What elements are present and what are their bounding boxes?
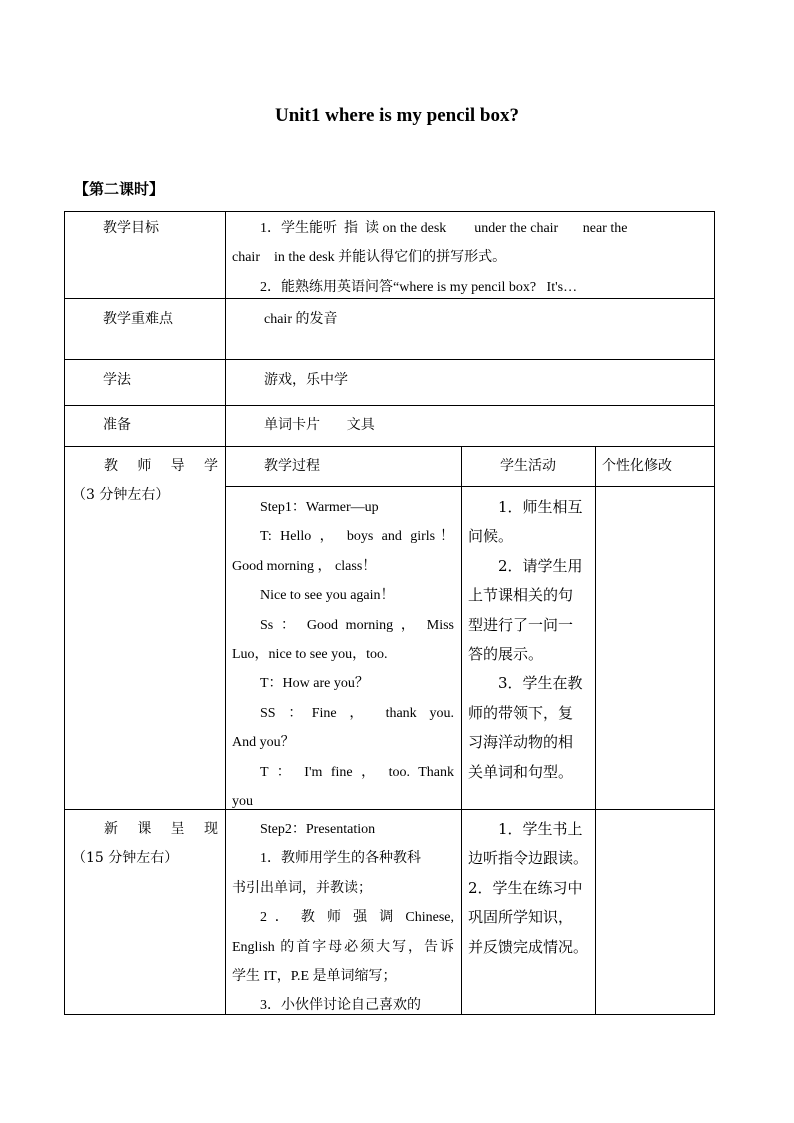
activity-line: 问候。 (468, 527, 514, 546)
process-line: Step1：Warmer—up (260, 500, 379, 515)
process-line: 学生 IT，P.E 是单词缩写； (232, 969, 397, 985)
process-line: 书引出单词，并教读； (232, 880, 372, 896)
process-line: SS ：Fine ， thank you. (260, 705, 454, 721)
teaching-goals (232, 214, 708, 302)
activity-line: 习海洋动物的相 (468, 733, 574, 752)
header-student-activity: 学生活动 (500, 458, 556, 474)
learning-method: 游戏，乐中学 (264, 372, 348, 388)
process-line: Nice to see you again！ (260, 588, 395, 604)
table-border-top (64, 211, 715, 212)
process-line: Good morning ， class！ (232, 558, 377, 574)
process-line: 1．教师用学生的各种教科 (260, 851, 421, 867)
preparation: 单词卡片 文具 (264, 417, 375, 433)
goal-line-3: 2．能熟练用英语问答“where is my pencil box? It's… (260, 279, 578, 295)
goal-line-2: chair in the desk 并能认得它们的拼写形式。 (232, 250, 507, 266)
label-teaching-goals: 教学目标 (103, 220, 159, 236)
presentation-process (232, 815, 454, 1021)
teacher-guide-title: 教 师 导 学 (104, 458, 218, 474)
activity-line: 型进行了一问一 (468, 615, 574, 634)
new-lesson-title: 新 课 呈 现 (104, 821, 218, 837)
label-key-difficulties: 教学重难点 (103, 311, 173, 327)
activity-line: 3．学生在教 (498, 674, 583, 693)
process-line: Step2：Presentation (260, 822, 376, 837)
process-line: English 的首字母必须大写，告诉 (232, 939, 454, 955)
header-personalized-edit: 个性化修改 (602, 458, 672, 474)
key-difficulties: chair 的发音 (264, 312, 338, 327)
section-heading: 【第二课时】 (74, 180, 165, 198)
table-row-divider (64, 405, 715, 406)
process-line: T：How are you？ (260, 676, 369, 692)
activity-line: 关单词和句型。 (468, 762, 574, 781)
process-line: Luo，nice to see you，too. (232, 647, 388, 663)
table-row-divider (64, 446, 715, 447)
table-col-divider (225, 211, 226, 1015)
warmup-activity (468, 493, 590, 787)
activity-line: 2．学生在练习中 (468, 878, 583, 897)
label-teacher-guide (72, 452, 218, 511)
process-line: 2 ． 教 师 强 调 Chinese, (260, 910, 454, 926)
process-line: 3．小伙伴讨论自己喜欢的 (260, 998, 421, 1014)
label-learning-method: 学法 (103, 372, 131, 388)
process-line: you (232, 794, 253, 810)
table-col-divider (595, 446, 596, 1015)
table-row-divider (225, 486, 715, 487)
presentation-activity (468, 815, 592, 962)
warmup-process (232, 493, 454, 816)
activity-line: 2．请学生用 (498, 556, 583, 575)
table-border-right (714, 211, 715, 1015)
table-col-divider (461, 446, 462, 1015)
process-line: Ss ： Good morning ， Miss (260, 617, 454, 633)
label-preparation: 准备 (103, 417, 131, 433)
activity-line: 答的展示。 (468, 645, 544, 664)
activity-line: 师的带领下，复 (468, 703, 574, 722)
process-line: T: Hello ， boys and girls！ (260, 529, 454, 545)
goal-line-1: 1．学生能听 指 读 on the desk under the chair near the (260, 221, 628, 236)
activity-line: 并反馈完成情况。 (468, 937, 589, 956)
activity-line: 巩固所学知识， (468, 908, 574, 927)
header-teaching-process: 教学过程 (264, 458, 320, 474)
table-border-left (64, 211, 65, 1015)
label-new-lesson (72, 815, 218, 874)
teacher-guide-duration: （3 分钟左右） (72, 487, 170, 504)
activity-line: 上节课相关的句 (468, 586, 574, 605)
activity-line: 1．师生相互 (498, 498, 583, 516)
activity-line: 1．学生书上 (498, 820, 583, 838)
new-lesson-duration: （15 分钟左右） (72, 850, 179, 867)
process-line: And you？ (232, 735, 295, 751)
document-title: Unit1 where is my pencil box? (274, 105, 519, 126)
process-line: T ： I'm fine ， too. Thank (260, 764, 454, 780)
table-row-divider (64, 359, 715, 360)
activity-line: 边听指令边跟读。 (468, 849, 589, 868)
